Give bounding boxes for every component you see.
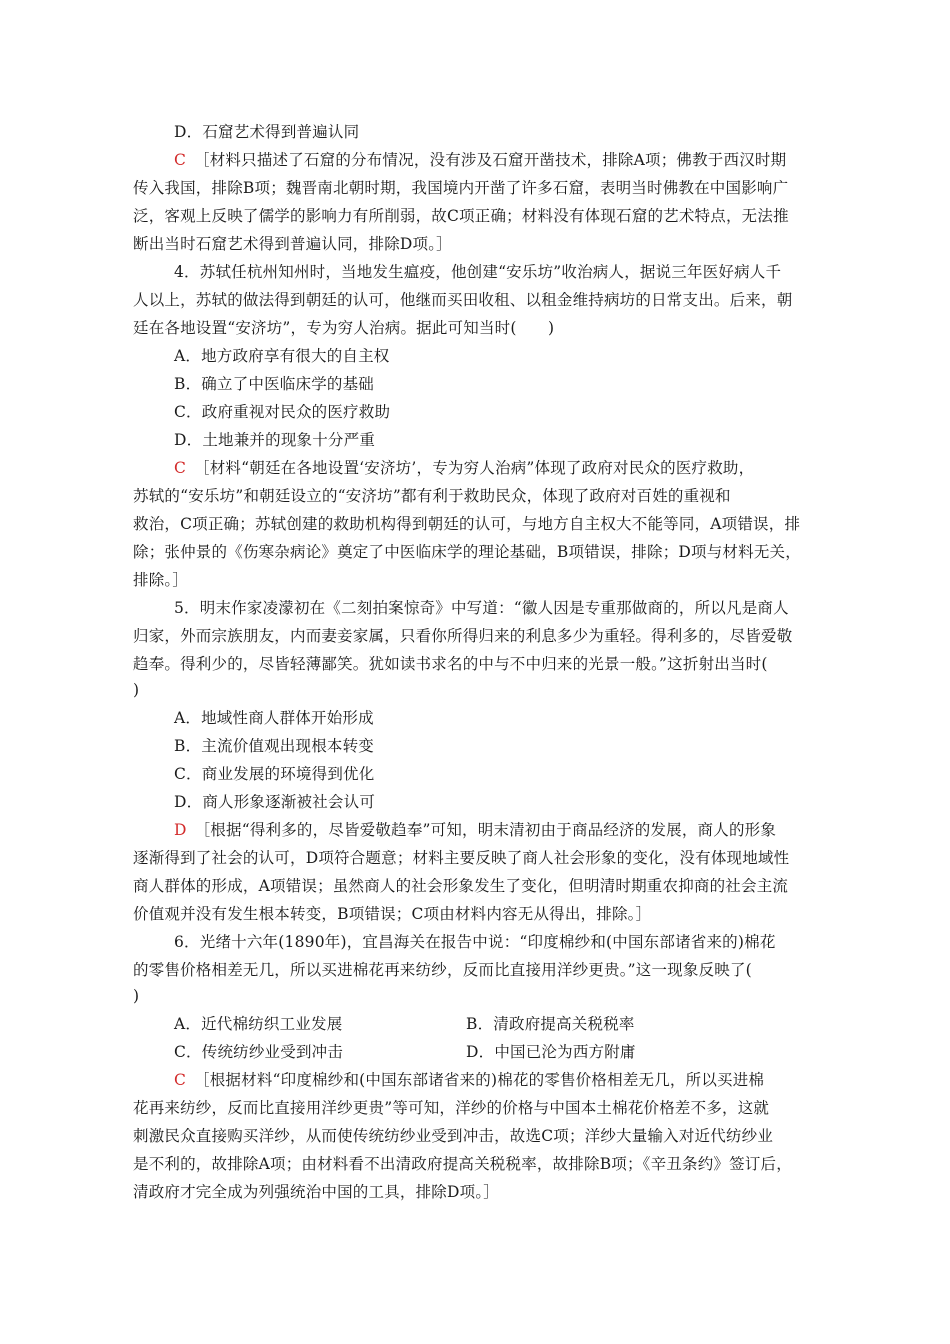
q3-explanation-line: 断出当时石窟艺术得到普遍认同，排除D项。］ xyxy=(133,235,452,253)
q6-explanation-line: 花再来纺纱，反而比直接用洋纱更贵”等可知，洋纱的价格与中国本土棉花价格差不多，这就 xyxy=(133,1099,770,1117)
q4-explanation-line: 苏轼的“安乐坊”和朝廷设立的“安济坊”都有利于救助民众，体现了政府对百姓的重视和 xyxy=(133,487,731,505)
q5-stem-line: 5．明末作家凌濛初在《二刻拍案惊奇》中写道：“徽人因是专重那做商的，所以凡是商人 xyxy=(174,599,789,617)
q5-option-d: D．商人形象逐渐被社会认可 xyxy=(174,793,376,811)
q4-option-a: A．地方政府享有很大的自主权 xyxy=(174,347,390,365)
q3-option-d: D．石窟艺术得到普遍认同 xyxy=(174,123,360,141)
q6-option-a: A．近代棉纺织工业发展 xyxy=(174,1015,343,1033)
q6-explanation-line: 刺激民众直接购买洋纱，从而使传统纺纱业受到冲击，故选C项；洋纱大量输入对近代纺纱业 xyxy=(133,1127,774,1145)
q4-option-d: D．土地兼并的现象十分严重 xyxy=(174,431,376,449)
q6-option-b: B．清政府提高关税税率 xyxy=(466,1015,635,1033)
q5-option-b: B．主流价值观出现根本转变 xyxy=(174,737,374,755)
q6-explanation-line: ［根据材料“印度棉纱和(中国东部诸省来的)棉花的零售价格相差无几，所以买进棉 xyxy=(194,1071,765,1089)
q3-explanation-line: 传入我国，排除B项；魏晋南北朝时期，我国境内开凿了许多石窟，表明当时佛教在中国影响广 xyxy=(133,179,789,197)
q4-explanation-line: 排除。］ xyxy=(133,571,189,589)
q5-stem-line: 归家，外而宗族朋友，内而妻妾家属，只看你所得归来的利息多少为重轻。得利多的，尽皆爱敬 xyxy=(133,627,793,645)
q6-answer: C xyxy=(174,1071,187,1089)
q4-explanation-line: ［材料“朝廷在各地设置‘安济坊’，专为穷人治病”体现了政府对民众的医疗救助， xyxy=(194,459,755,477)
q5-stem-line: 趋奉。得利少的，尽皆轻薄鄙笑。犹如读书求名的中与不中归来的光景一般。”这折射出当时( xyxy=(133,655,768,673)
q6-answer-line xyxy=(174,1070,764,1090)
q4-stem-line: 人以上，苏轼的做法得到朝廷的认可，他继而买田收租、以租金维持病坊的日常支出。后来，朝 xyxy=(133,291,793,309)
q5-answer: D xyxy=(174,821,187,839)
q4-explanation-line: 救治，C项正确；苏轼创建的救助机构得到朝廷的认可，与地方自主权大不能等同，A项错误，排 xyxy=(133,515,801,533)
q4-stem-line: 廷在各地设置“安济坊”，专为穷人治病。据此可知当时( ) xyxy=(133,319,555,337)
q5-answer-line xyxy=(174,820,776,840)
q3-answer: C xyxy=(174,151,187,169)
q6-option-d: D．中国已沦为西方附庸 xyxy=(466,1043,636,1061)
q6-stem-line: ) xyxy=(133,987,140,1005)
q3-answer-line xyxy=(174,150,786,170)
q6-option-c: C．传统纺纱业受到冲击 xyxy=(174,1043,344,1061)
q5-explanation-line: ［根据“得利多的，尽皆爱敬趋奉”可知，明末清初由于商品经济的发展，商人的形象 xyxy=(194,821,777,839)
q4-option-b: B．确立了中医临床学的基础 xyxy=(174,375,374,393)
q4-option-c: C．政府重视对民众的医疗救助 xyxy=(174,403,391,421)
q4-answer: C xyxy=(174,459,187,477)
q5-option-a: A．地域性商人群体开始形成 xyxy=(174,709,374,727)
q5-option-c: C．商业发展的环境得到优化 xyxy=(174,765,375,783)
q5-explanation-line: 价值观并没有发生根本转变，B项错误；C项由材料内容无从得出，排除。］ xyxy=(133,905,652,923)
q4-stem-line: 4．苏轼任杭州知州时，当地发生瘟疫，他创建“安乐坊”收治病人，据说三年医好病人千 xyxy=(174,263,782,281)
q6-stem-line: 6．光绪十六年(1890年)，宜昌海关在报告中说：“印度棉纱和(中国东部诸省来的)棉花 xyxy=(174,933,776,951)
q5-explanation-line: 商人群体的形成，A项错误；虽然商人的社会形象发生了变化，但明清时期重农抑商的社会主流 xyxy=(133,877,789,895)
q3-explanation-line: ［材料只描述了石窟的分布情况，没有涉及石窟开凿技术，排除A项；佛教于西汉时期 xyxy=(194,151,787,169)
q3-explanation-line: 泛，客观上反映了儒学的影响力有所削弱，故C项正确；材料没有体现石窟的艺术特点，无法推 xyxy=(133,207,789,225)
q6-stem-line: 的零售价格相差无几，所以买进棉花再来纺纱，反而比直接用洋纱更贵。”这一现象反映了( xyxy=(133,961,752,979)
q6-explanation-line: 清政府才完全成为列强统治中国的工具，排除D项。］ xyxy=(133,1183,499,1201)
q5-explanation-line: 逐渐得到了社会的认可，D项符合题意；材料主要反映了商人社会形象的变化，没有体现地域性 xyxy=(133,849,790,867)
q6-explanation-line: 是不利的，故排除A项；由材料看不出清政府提高关税税率，故排除B项；《辛丑条约》签订后， xyxy=(133,1155,792,1173)
q4-explanation-line: 除；张仲景的《伤寒杂病论》奠定了中医临床学的理论基础，B项错误，排除；D项与材料无关， xyxy=(133,543,801,561)
q4-answer-line xyxy=(174,458,754,478)
q5-stem-line: ) xyxy=(133,681,140,699)
